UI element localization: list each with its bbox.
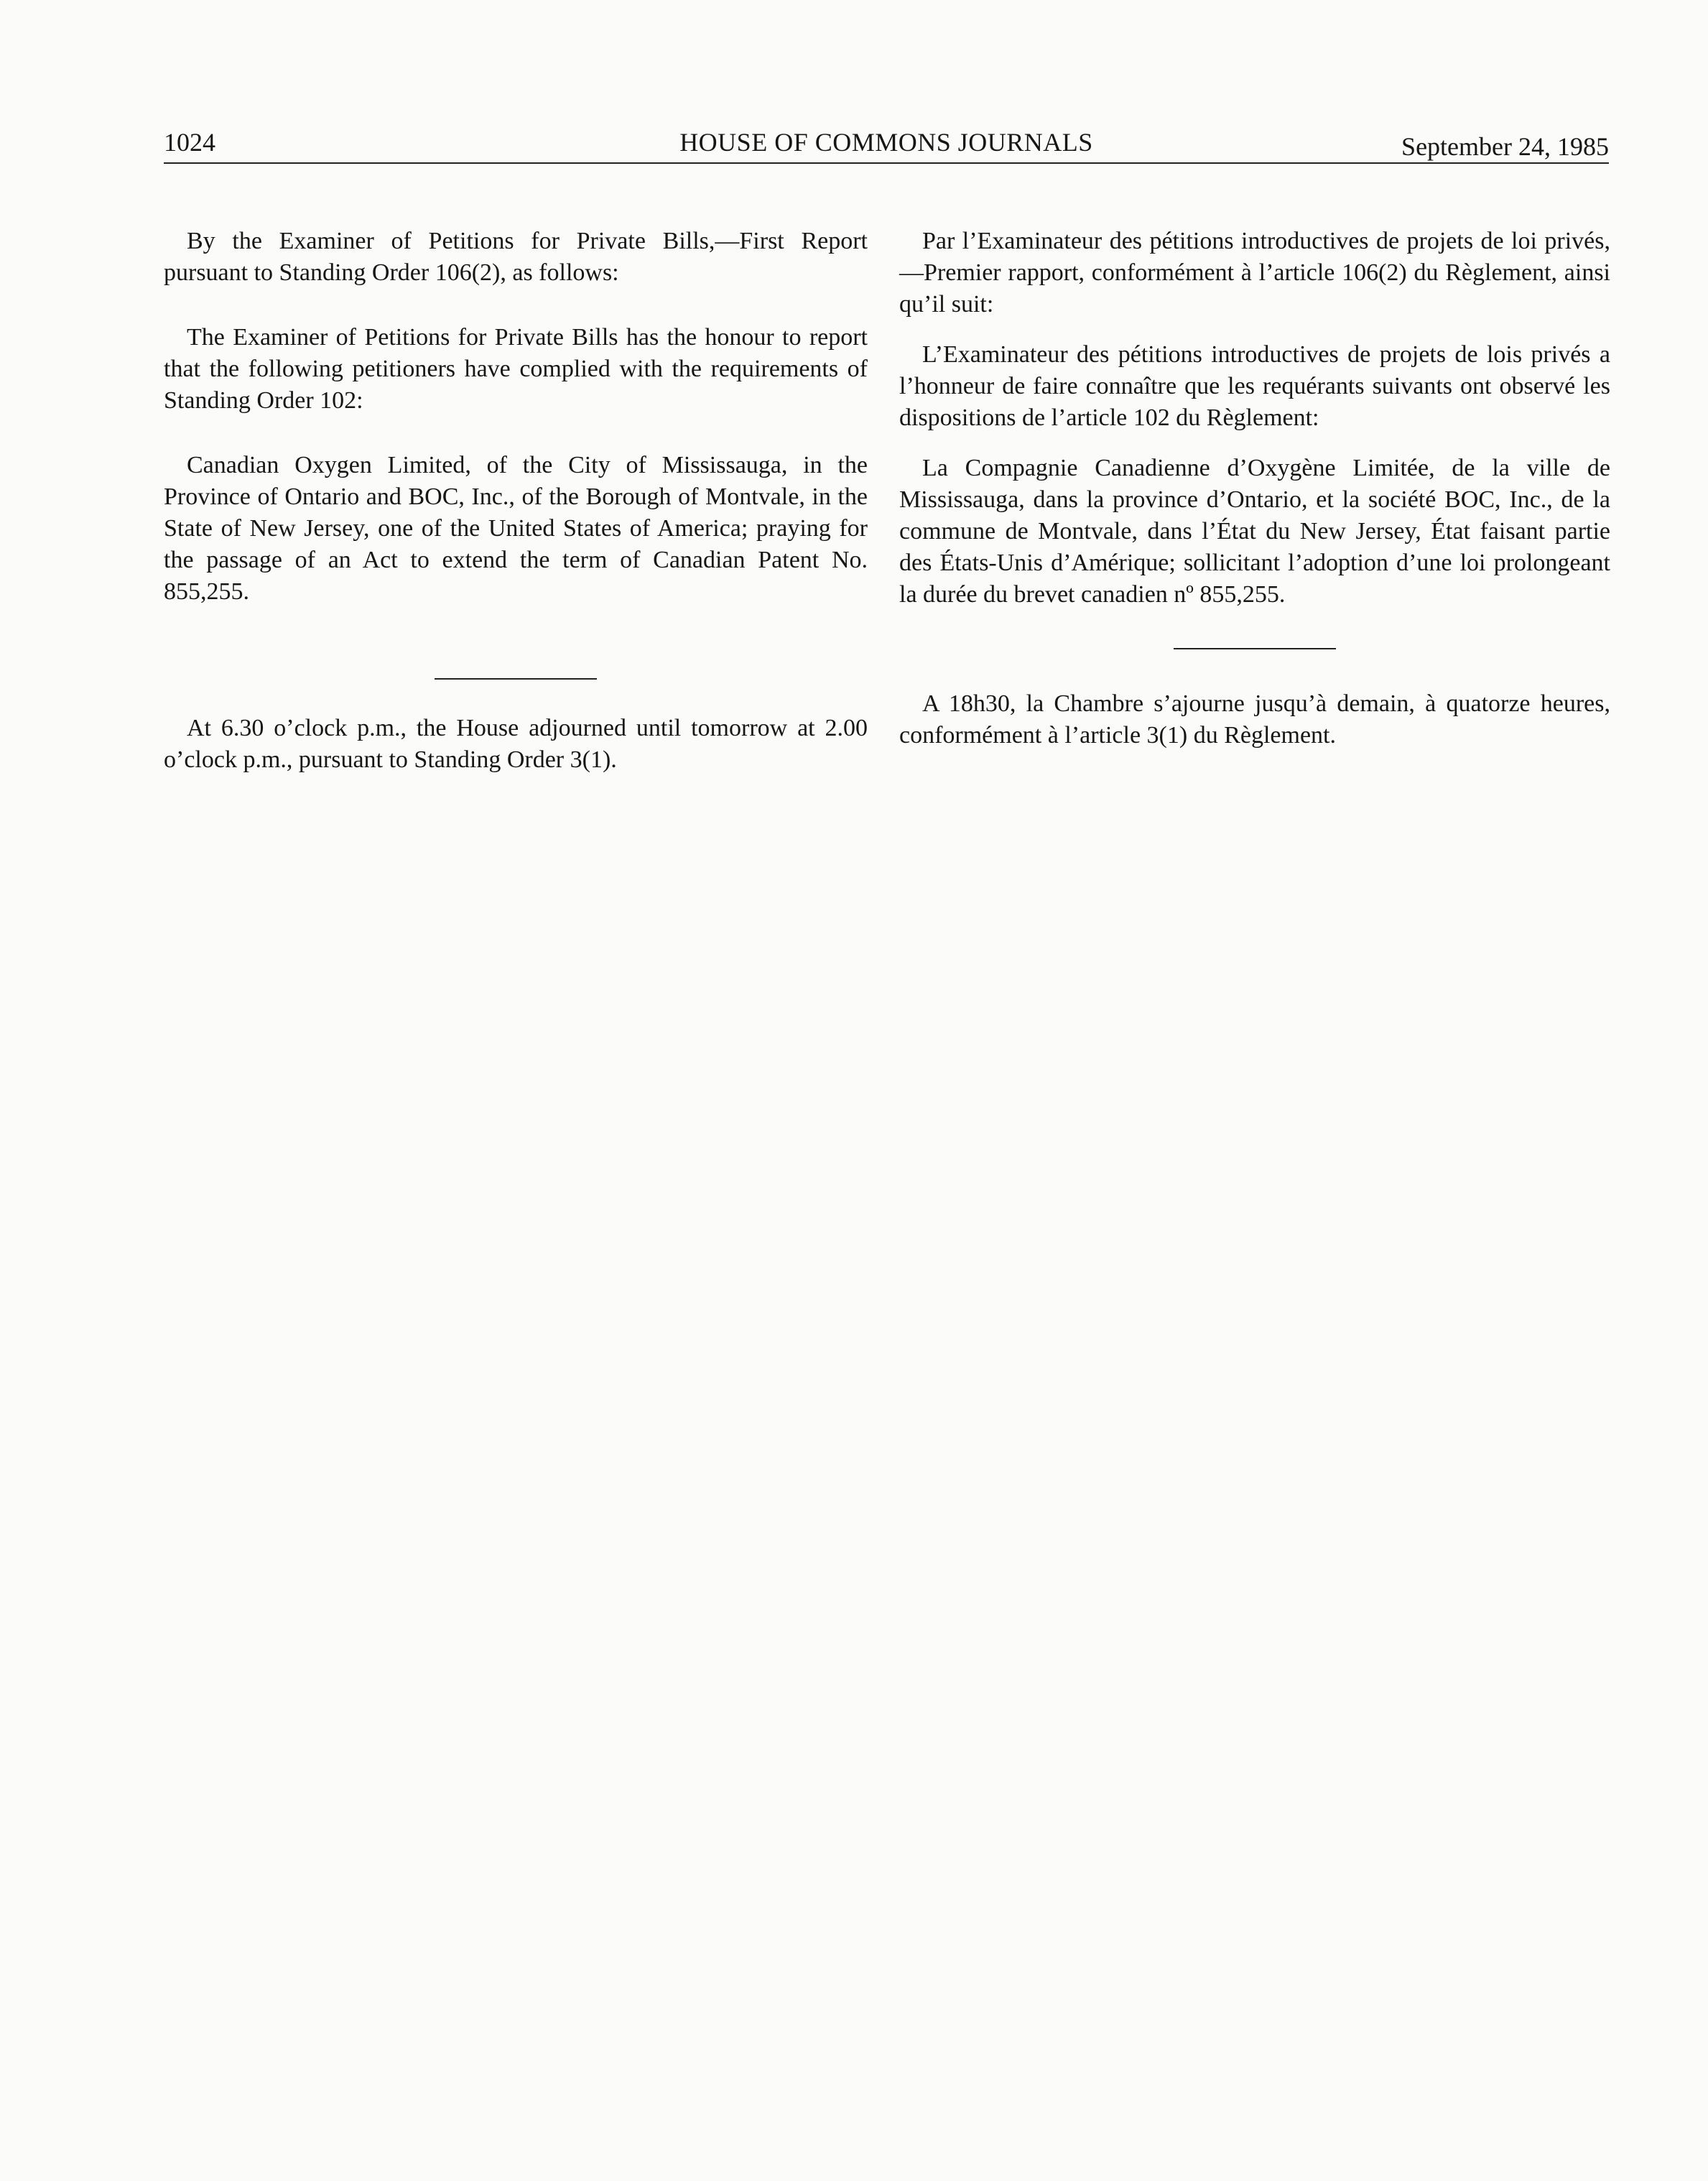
french-section-separator [1174,648,1336,649]
running-head [164,128,1609,162]
page-number: 1024 [164,128,215,157]
english-section-separator [435,678,597,680]
english-adjournment-paragraph: At 6.30 o’clock p.m., the House adjourned until tomorrow at 2.00 o’clock p.m., pursuant to Standing Order 3(1). [164,715,868,773]
french-adjournment-paragraph: A 18h30, la Chambre s’ajourne jusqu’à demain, à quatorze heures, conformément à l’article 3(1) du Règlement. [899,690,1610,749]
journal-title: HOUSE OF COMMONS JOURNALS [679,128,1093,157]
french-report-paragraph: L’Examinateur des pétitions introductives de projets de lois privés a l’honneur de faire connaître que les requérants suivants ont observé les dispositions de l’article 102 du Règlement: [899,341,1610,431]
journal-page [164,0,1609,2181]
english-intro-paragraph: By the Examiner of Petitions for Private Bills,—First Report pursuant to Standing Order 106(2), as follows: [164,228,868,286]
french-column [899,226,1610,751]
english-petition-paragraph: Canadian Oxygen Limited, of the City of Mississauga, in the Province of Ontario and BOC, Inc., of the Borough of Montvale, in the State of New Jersey, one of the United States of America; praying for the passage of an Act to extend the term of Canadian Patent No. 855,255. [164,452,868,605]
journal-date: September 24, 1985 [1401,132,1609,161]
french-intro-paragraph: Par l’Examinateur des pétitions introductives de projets de loi privés,—Premier rapport, conformément à l’article 106(2) du Règlement, ainsi qu’il suit: [899,228,1610,318]
english-column [164,226,868,776]
header-rule [164,162,1609,164]
english-report-paragraph: The Examiner of Petitions for Private Bills has the honour to report that the following petitioners have complied with the requirements of Standing Order 102: [164,324,868,414]
french-petition-paragraph: La Compagnie Canadienne d’Oxygène Limitée, de la ville de Mississauga, dans la province d’Ontario, et la société BOC, Inc., de la commune de Montvale, dans l’État du New Jersey, État faisant partie des États-Unis d’Amérique; sollicitant l’adoption d’une loi prolongeant la durée du brevet canadien nº 855,255. [899,455,1610,608]
